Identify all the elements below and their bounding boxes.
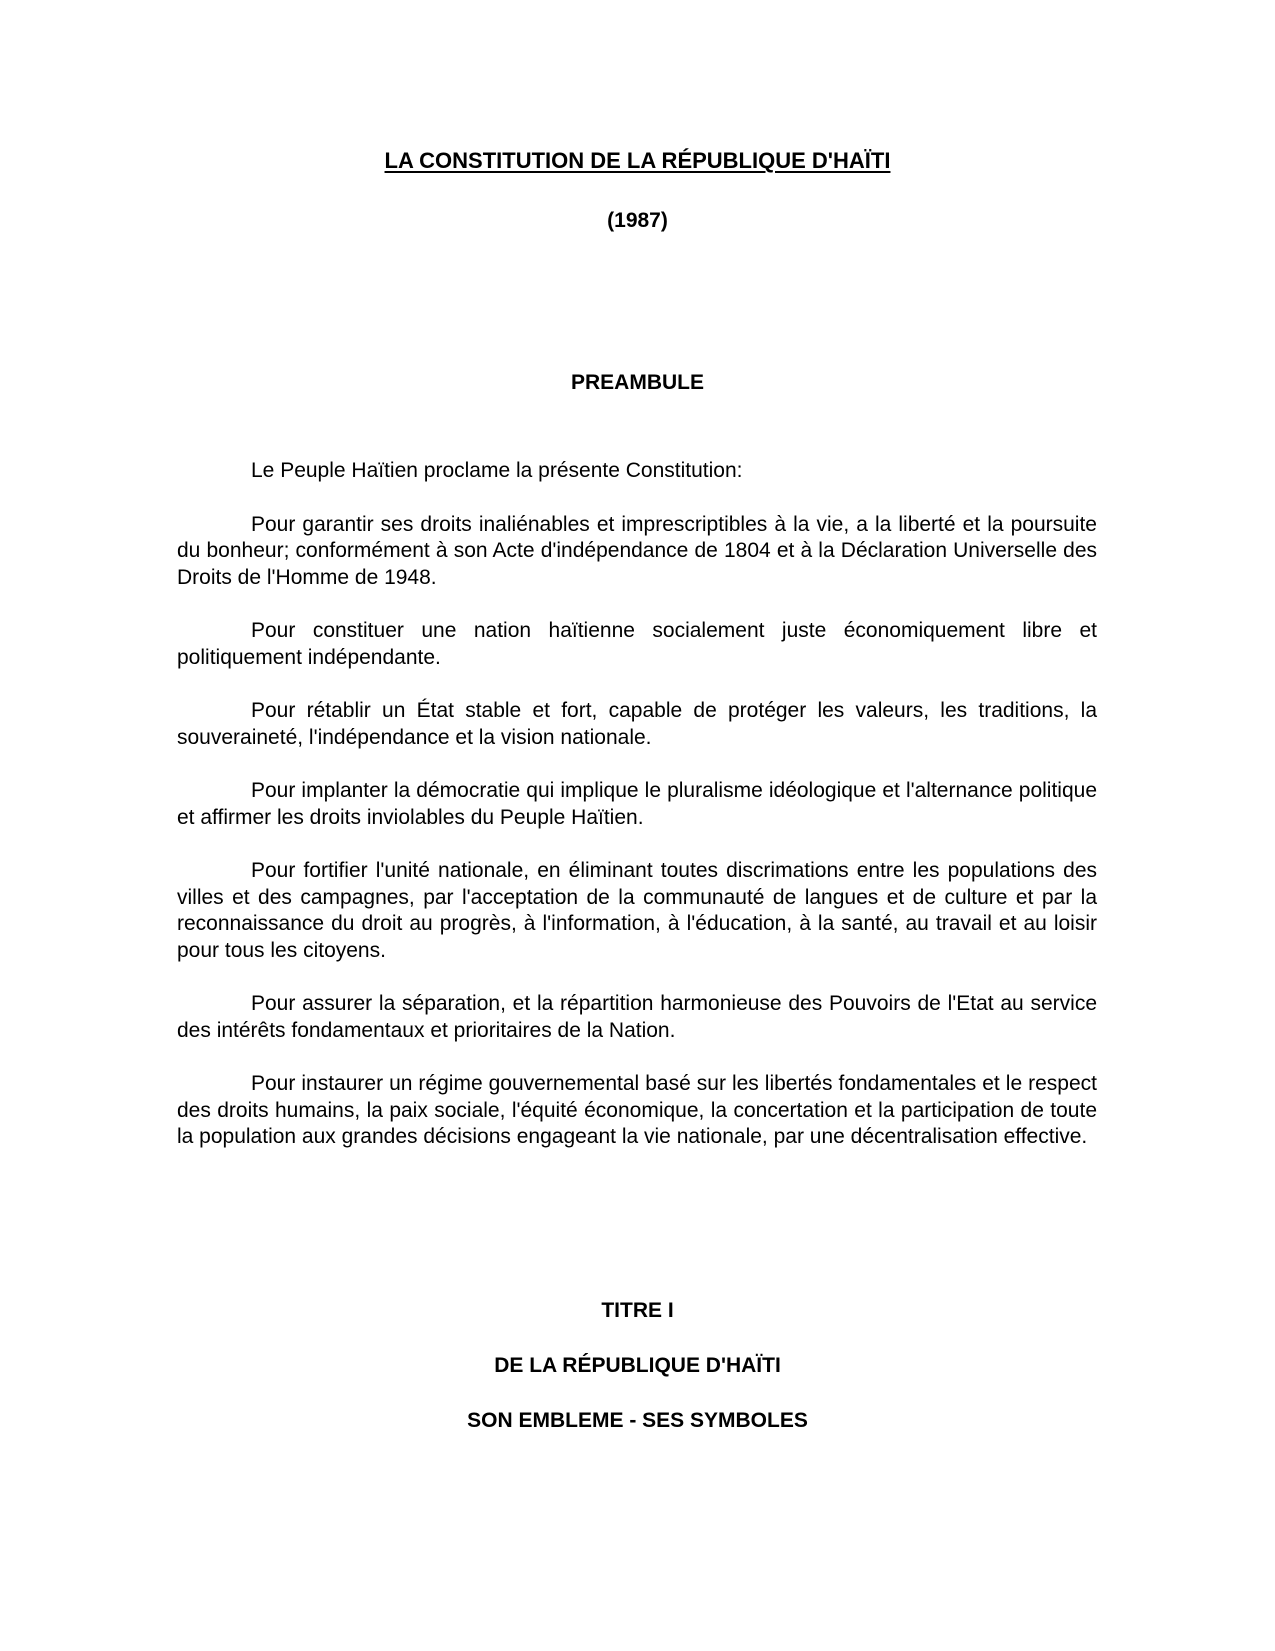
preamble-paragraph: Pour implanter la démocratie qui implique le pluralisme idéologique et l'alternance politique et affirmer les droits inviolables du Peuple Haïtien. [177,779,1097,829]
preamble-body [177,458,1097,1178]
titre-heading: TITRE I [601,1299,674,1322]
preamble-paragraph: Pour rétablir un État stable et fort, capable de protéger les valeurs, les traditions, la souveraineté, l'indépendance et la vision nationale. [177,699,1097,749]
preamble-paragraph: Pour fortifier l'unité nationale, en éliminant toutes discrimations entre les populations des villes et des campagnes, par l'acceptation de la communauté de langues et de culture et par la reconnaissance du droit au progrès, à l'information, à l'éducation, à la santé, au travail et au loisir pour tous les citoyens. [177,859,1097,962]
preamble-paragraph: Pour constituer une nation haïtienne socialement juste économiquement libre et politiquement indépendante. [177,619,1097,669]
preamble-paragraph: Pour instaurer un régime gouvernemental basé sur les libertés fondamentales et le respect des droits humains, la paix sociale, l'équité économique, la concertation et la participation de toute la population aux grandes décisions engageant la vie nationale, par une décentralisation effective. [177,1072,1097,1148]
titre-subtitle-symbols: SON EMBLEME - SES SYMBOLES [467,1409,808,1432]
preamble-paragraph: Pour assurer la séparation, et la répartition harmonieuse des Pouvoirs de l'Etat au service des intérêts fondamentaux et prioritaires de la Nation. [177,992,1097,1042]
document-year: (1987) [607,209,668,232]
document-title: LA CONSTITUTION DE LA RÉPUBLIQUE D'HAÏTI [384,148,891,173]
titre-subtitle: DE LA RÉPUBLIQUE D'HAÏTI [494,1354,781,1377]
preamble-paragraph: Pour garantir ses droits inaliénables et imprescriptibles à la vie, a la liberté et la poursuite du bonheur; conformément à son Acte d'indépendance de 1804 et à la Déclaration Universelle des Droits de l'Homme de 1948. [177,512,1097,589]
preamble-heading: PREAMBULE [570,371,704,394]
preamble-intro: Le Peuple Haïtien proclame la présente Constitution: [251,459,743,482]
